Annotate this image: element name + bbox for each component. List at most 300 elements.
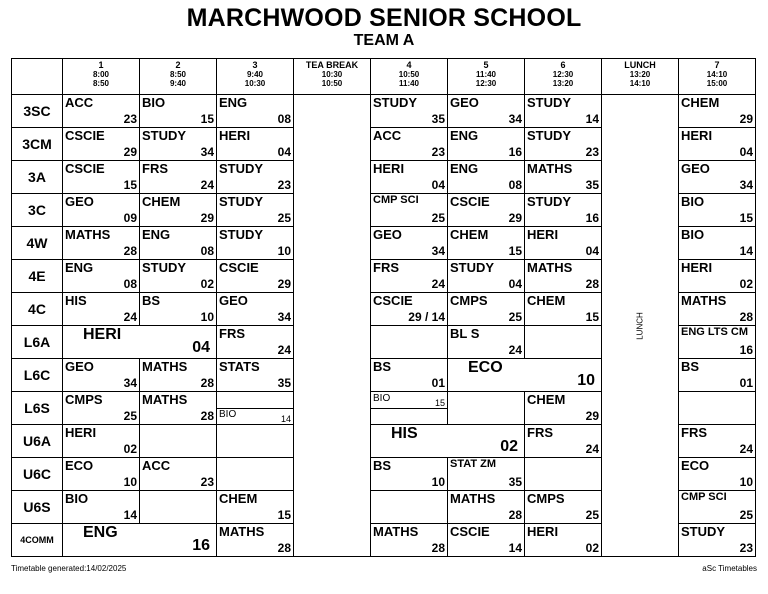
lesson-cell	[679, 95, 756, 128]
subject: BIO	[681, 227, 705, 242]
lesson-cell	[371, 161, 448, 194]
subject: FRS	[373, 260, 399, 275]
lesson-cell	[679, 524, 756, 557]
room: 01	[739, 376, 753, 390]
period-end: 8:50	[92, 79, 109, 88]
subject: ACC	[142, 458, 171, 473]
room: 08	[123, 277, 137, 291]
room: 14	[508, 541, 522, 555]
room: 08	[200, 244, 214, 258]
subject: ECO	[681, 458, 710, 473]
lesson-cell	[217, 194, 294, 227]
room: 14	[123, 508, 137, 522]
subject: CHEM	[450, 227, 489, 242]
lesson-cell-merged	[63, 524, 217, 557]
room: 25	[739, 508, 753, 522]
room: 28	[508, 508, 522, 522]
lesson-cell	[679, 293, 756, 326]
room: 34	[739, 178, 753, 192]
subject: ENG	[83, 524, 118, 541]
lesson-cell	[525, 491, 602, 524]
lesson-cell	[371, 293, 448, 326]
room: 34	[431, 244, 445, 258]
room: 10	[200, 310, 214, 324]
lesson-cell	[371, 128, 448, 161]
class-name: 4C	[12, 293, 63, 326]
room: 29	[585, 409, 599, 423]
lesson-cell	[140, 425, 217, 458]
subject: MATHS	[450, 491, 496, 506]
subject: STUDY	[219, 194, 264, 209]
subject: BS	[681, 359, 700, 374]
room: 24	[200, 178, 214, 192]
lesson-cell	[63, 392, 140, 425]
room: 28	[277, 541, 291, 555]
subject: MATHS	[65, 227, 111, 242]
subject: STUDY	[527, 128, 572, 143]
period-start: 14:10	[706, 70, 728, 79]
lesson-cell	[371, 227, 448, 260]
lesson-cell	[525, 458, 602, 491]
class-name: 4COMM	[12, 524, 63, 557]
period-header	[294, 59, 371, 95]
period-header	[217, 59, 294, 95]
room: 34	[123, 376, 137, 390]
room: 15	[123, 178, 137, 192]
lesson-cell	[371, 392, 448, 425]
subject: BIO	[65, 491, 89, 506]
subject: HERI	[681, 260, 713, 275]
subject: ENG LTS CM	[681, 326, 749, 338]
subject: BIO	[373, 393, 391, 404]
subject: STUDY	[219, 227, 264, 242]
subject: ECO	[468, 359, 503, 376]
lesson-cell	[140, 359, 217, 392]
subject: BIO	[142, 95, 166, 110]
subject: HIS	[391, 425, 418, 442]
room: 35	[508, 475, 522, 489]
lesson-cell	[448, 227, 525, 260]
split-top	[371, 392, 447, 409]
subject: CSCIE	[373, 293, 413, 308]
lesson-cell	[525, 392, 602, 425]
subject: ENG	[450, 161, 479, 176]
period-start: 8:50	[169, 70, 186, 79]
room: 23	[431, 145, 445, 159]
timetable	[11, 58, 756, 557]
lesson-cell	[679, 227, 756, 260]
subject: HERI	[219, 128, 251, 143]
lesson-cell	[679, 392, 756, 425]
team-subtitle: TEAM A	[353, 32, 415, 49]
period-label: 5	[483, 60, 489, 70]
lesson-cell	[63, 491, 140, 524]
class-name: L6A	[12, 326, 63, 359]
room: 10	[123, 475, 137, 489]
room: 28	[739, 310, 753, 324]
subject: CMPS	[65, 392, 103, 407]
room: 29	[200, 211, 214, 225]
room: 15	[585, 310, 599, 324]
subject: STUDY	[681, 524, 726, 539]
lesson-cell	[63, 260, 140, 293]
room: 09	[123, 211, 137, 225]
room: 24	[739, 442, 753, 456]
lesson-cell	[371, 95, 448, 128]
period-end: 13:20	[552, 79, 574, 88]
class-name: L6C	[12, 359, 63, 392]
room: 15	[200, 112, 214, 126]
room: 15	[434, 398, 445, 408]
lesson-cell	[63, 425, 140, 458]
lesson-cell	[448, 392, 525, 425]
subject: CSCIE	[450, 194, 490, 209]
room: 28	[585, 277, 599, 291]
period-header	[602, 59, 679, 95]
period-label: 3	[252, 60, 258, 70]
room: 02	[500, 438, 518, 455]
room: 04	[739, 145, 753, 159]
subject: CMPS	[450, 293, 488, 308]
subject: GEO	[219, 293, 248, 308]
lesson-cell	[679, 128, 756, 161]
lesson-cell	[371, 458, 448, 491]
lesson-cell	[448, 161, 525, 194]
lesson-cell	[217, 491, 294, 524]
room: 24	[508, 343, 522, 357]
room: 23	[585, 145, 599, 159]
lesson-cell	[217, 260, 294, 293]
room: 04	[585, 244, 599, 258]
subject: MATHS	[219, 524, 265, 539]
lesson-cell	[217, 161, 294, 194]
room: 24	[277, 343, 291, 357]
subject: MATHS	[527, 161, 573, 176]
subject: ACC	[373, 128, 402, 143]
subject: ACC	[65, 95, 94, 110]
lesson-cell	[63, 161, 140, 194]
lesson-cell	[140, 194, 217, 227]
lesson-cell	[140, 293, 217, 326]
subject: BIO	[219, 409, 237, 420]
period-end: 10:30	[244, 79, 266, 88]
room: 02	[739, 277, 753, 291]
subject: HIS	[65, 293, 87, 308]
class-name: 3C	[12, 194, 63, 227]
header-row	[12, 59, 756, 95]
room: 16	[739, 343, 753, 357]
subject: STATS	[219, 359, 260, 374]
lunch-label: LUNCH	[635, 311, 645, 340]
software-credit: aSc Timetables	[702, 564, 757, 573]
lesson-cell	[448, 293, 525, 326]
lesson-cell	[448, 128, 525, 161]
period-label: LUNCH	[624, 60, 656, 70]
room: 02	[585, 541, 599, 555]
subject: FRS	[142, 161, 168, 176]
lesson-cell	[140, 95, 217, 128]
lesson-cell	[63, 359, 140, 392]
class-name: 4W	[12, 227, 63, 260]
subject: ENG	[142, 227, 171, 242]
class-name: 3SC	[12, 95, 63, 128]
subject: STUDY	[450, 260, 495, 275]
period-label: 6	[560, 60, 566, 70]
room: 29	[508, 211, 522, 225]
lesson-cell	[679, 491, 756, 524]
lesson-cell	[679, 359, 756, 392]
period-end: 15:00	[706, 79, 728, 88]
room: 04	[277, 145, 291, 159]
page-title: MARCHWOOD SENIOR SCHOOL	[186, 4, 582, 32]
room: 08	[508, 178, 522, 192]
lesson-cell	[679, 326, 756, 359]
subject: HERI	[83, 326, 122, 343]
room: 01	[431, 376, 445, 390]
room: 23	[277, 178, 291, 192]
subject: MATHS	[681, 293, 727, 308]
timetable-row	[12, 95, 756, 128]
room: 35	[431, 112, 445, 126]
lesson-cell	[371, 359, 448, 392]
room: 28	[431, 541, 445, 555]
room: 28	[200, 409, 214, 423]
subject: CHEM	[527, 392, 566, 407]
period-header	[525, 59, 602, 95]
lesson-cell	[525, 260, 602, 293]
subject: CMP SCI	[681, 491, 727, 503]
lesson-cell	[140, 128, 217, 161]
lesson-cell	[140, 392, 217, 425]
subject: STUDY	[219, 161, 264, 176]
subject: GEO	[65, 194, 94, 209]
lesson-cell	[371, 524, 448, 557]
lesson-cell	[448, 326, 525, 359]
lesson-cell	[63, 227, 140, 260]
class-name: 3CM	[12, 128, 63, 161]
period-start: 9:40	[246, 70, 263, 79]
generated-date: Timetable generated:14/02/2025	[11, 564, 127, 573]
subject: STUDY	[142, 128, 187, 143]
room: 15	[277, 508, 291, 522]
room: 35	[585, 178, 599, 192]
room: 25	[431, 211, 445, 225]
subject: CHEM	[142, 194, 181, 209]
room: 23	[739, 541, 753, 555]
subject: MATHS	[142, 392, 188, 407]
subject: GEO	[373, 227, 402, 242]
subject: FRS	[527, 425, 553, 440]
period-end: 9:40	[169, 79, 186, 88]
lesson-cell	[448, 524, 525, 557]
split-line	[217, 392, 293, 409]
lesson-cell	[525, 425, 602, 458]
lesson-cell	[679, 425, 756, 458]
room: 14	[585, 112, 599, 126]
lesson-cell	[217, 359, 294, 392]
subject: HERI	[527, 227, 559, 242]
subject: HERI	[527, 524, 559, 539]
subject: BIO	[681, 194, 705, 209]
room: 16	[508, 145, 522, 159]
period-header	[371, 59, 448, 95]
lesson-cell	[448, 194, 525, 227]
subject: ENG	[450, 128, 479, 143]
lesson-cell	[525, 95, 602, 128]
room: 25	[508, 310, 522, 324]
subject: CHEM	[681, 95, 720, 110]
lesson-cell	[217, 524, 294, 557]
room: 24	[431, 277, 445, 291]
room: 34	[277, 310, 291, 324]
room: 15	[739, 211, 753, 225]
lesson-cell	[217, 458, 294, 491]
lesson-cell-merged	[63, 326, 217, 359]
room: 14	[280, 414, 291, 424]
room: 34	[508, 112, 522, 126]
period-start: 11:40	[475, 70, 497, 79]
period-start: 13:20	[629, 70, 651, 79]
room: 29	[277, 277, 291, 291]
subject: GEO	[450, 95, 479, 110]
subject: ECO	[65, 458, 94, 473]
room: 02	[200, 277, 214, 291]
subject: MATHS	[142, 359, 188, 374]
lesson-cell	[525, 194, 602, 227]
room: 16	[585, 211, 599, 225]
class-name: U6S	[12, 491, 63, 524]
period-header	[448, 59, 525, 95]
period-start: 10:50	[398, 70, 420, 79]
lesson-cell	[679, 458, 756, 491]
period-label: TEA BREAK	[305, 60, 359, 70]
subject: ENG	[219, 95, 248, 110]
class-name: U6A	[12, 425, 63, 458]
period-header	[63, 59, 140, 95]
lesson-cell	[448, 458, 525, 491]
lesson-cell	[371, 194, 448, 227]
class-name: 4E	[12, 260, 63, 293]
lesson-cell	[63, 458, 140, 491]
period-header	[140, 59, 217, 95]
subject: GEO	[65, 359, 94, 374]
subject: CSCIE	[65, 161, 105, 176]
room: 28	[200, 376, 214, 390]
lesson-cell-merged	[371, 425, 525, 458]
lesson-cell	[448, 260, 525, 293]
lesson-cell	[140, 458, 217, 491]
room: 25	[277, 211, 291, 225]
subject: CMP SCI	[373, 194, 419, 206]
room: 35	[277, 376, 291, 390]
lesson-cell	[63, 194, 140, 227]
lesson-cell	[217, 293, 294, 326]
subject: BS	[373, 458, 392, 473]
room: 08	[277, 112, 291, 126]
lesson-cell	[371, 326, 448, 359]
room: 04	[431, 178, 445, 192]
lesson-cell	[217, 95, 294, 128]
period-label: 7	[714, 60, 720, 70]
room: 10	[577, 372, 595, 389]
period-end: 14:10	[629, 79, 651, 88]
subject: CHEM	[219, 491, 258, 506]
lesson-cell	[140, 161, 217, 194]
lesson-cell	[217, 392, 294, 425]
subject: BS	[142, 293, 161, 308]
lesson-cell	[679, 194, 756, 227]
subject: CHEM	[527, 293, 566, 308]
lesson-cell-merged	[448, 359, 602, 392]
period-header	[679, 59, 756, 95]
lesson-cell	[63, 293, 140, 326]
room: 29	[739, 112, 753, 126]
room: 14	[739, 244, 753, 258]
subject: CSCIE	[65, 128, 105, 143]
period-start: 8:00	[92, 70, 109, 79]
room: 24	[123, 310, 137, 324]
room: 10	[277, 244, 291, 258]
class-name: 3A	[12, 161, 63, 194]
lesson-cell	[63, 95, 140, 128]
subject: HERI	[681, 128, 713, 143]
room: 29	[123, 145, 137, 159]
room: 10	[431, 475, 445, 489]
lesson-cell	[525, 326, 602, 359]
room: 28	[123, 244, 137, 258]
subject: CMPS	[527, 491, 565, 506]
subject: MATHS	[373, 524, 419, 539]
subject: STUDY	[142, 260, 187, 275]
room: 15	[508, 244, 522, 258]
period-end: 10:50	[321, 79, 343, 88]
subject: CSCIE	[219, 260, 259, 275]
room: 04	[192, 339, 210, 356]
period-end: 12:30	[475, 79, 497, 88]
room: 10	[739, 475, 753, 489]
lesson-cell	[217, 326, 294, 359]
room: 25	[585, 508, 599, 522]
lunch-column	[602, 95, 679, 557]
period-end: 11:40	[398, 79, 420, 88]
lesson-cell	[217, 425, 294, 458]
period-label: 2	[175, 60, 181, 70]
room: 29 / 14	[408, 310, 445, 324]
room: 23	[123, 112, 137, 126]
lesson-cell	[679, 161, 756, 194]
class-name: L6S	[12, 392, 63, 425]
lesson-cell	[217, 227, 294, 260]
lesson-cell	[525, 161, 602, 194]
room: 04	[508, 277, 522, 291]
room: 24	[585, 442, 599, 456]
period-label: 4	[406, 60, 412, 70]
room: 34	[200, 145, 214, 159]
lesson-cell	[679, 260, 756, 293]
subject: BS	[373, 359, 392, 374]
subject: STUDY	[527, 95, 572, 110]
lesson-cell	[217, 128, 294, 161]
corner-cell	[12, 59, 63, 95]
room: 25	[123, 409, 137, 423]
subject: HERI	[65, 425, 97, 440]
tea-break-column	[294, 95, 371, 557]
subject: ENG	[65, 260, 94, 275]
period-start: 12:30	[552, 70, 574, 79]
lesson-cell	[140, 491, 217, 524]
lesson-cell	[525, 524, 602, 557]
lesson-cell	[371, 491, 448, 524]
